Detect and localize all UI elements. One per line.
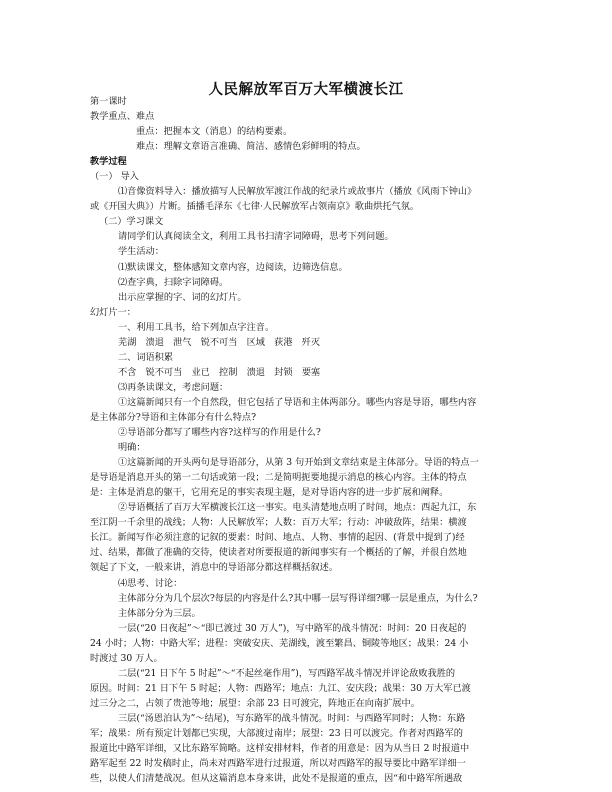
text-line: 原因。时间：21 日下午 5 时起；人物：西路军；地点：九江、安庆段；战果：30 万大军已渡	[90, 682, 471, 694]
text-line: 主体部分分为几个层次?每层的内容是什么?其中哪一层写得详细?哪一层是重点，为什么?	[118, 592, 478, 604]
text-line: ⑷思考、讨论：	[118, 577, 183, 589]
text-line: 是主体部分?导语和主体部分有什么特点?	[90, 411, 257, 423]
text-line: ⑴默读课文，整体感知文章内容，边阅读，边筛选信息。	[118, 261, 348, 273]
text-line: ②导语部分都写了哪些内容?这样写的作用是什么?	[118, 427, 321, 439]
text-line: 24 小时；人物：中路大军；进程：突破安庆、芜湖线，渡至繁昌、铜陵等地区；战果：24 小	[90, 637, 469, 649]
text-line: ⑵查字典，扫除字词障碍。	[118, 276, 229, 288]
text-line: 报道比中路军详细，又比东路军简略。这样安排材料，作者的用意是：因为从当日 2 时报道中	[90, 743, 470, 755]
text-line: 二、词语积累	[118, 351, 174, 363]
text-line: 过、结果，都做了准确的交待，使读者对所要报道的新闻事实有一个概括的了解，并很自然地	[90, 547, 467, 559]
text-line: 二层(“21 日下午 5 时起”～“不起丝毫作用”)，写西路军战斗情况并评论敌败我胜的	[118, 667, 456, 679]
text-line: 学生活动：	[118, 246, 164, 258]
text-line: 请同学们认真阅读全文，利用工具书扫清字词障碍，思考下列问题。	[118, 231, 394, 243]
text-line: 至江阴一千余里的战线；人物：人民解放军；人数：百万大军；行动：冲破敌阵，结果：横渡	[90, 517, 467, 529]
text-line: 出示应掌握的字、词的幻灯片。	[118, 291, 247, 303]
text-line: 是导语是消息开头的第一二句话或第一段；二是简明扼要地提示消息的核心内容。主体的特点	[90, 472, 467, 484]
text-line: 教学重点、难点	[90, 111, 155, 123]
text-line: 第一课时	[90, 96, 127, 107]
text-line: 路军起至 22 时发稿时止，尚未对西路军进行过报道，所以对西路军的报导要比中路军详细一	[90, 758, 466, 770]
text-line: 重点：把握本文（消息）的结构要素。	[136, 126, 293, 138]
text-line: 一层(“20 日夜起”～“即已渡过 30 万人”)，写中路军的战斗情况：时间：20 日夜起的	[118, 622, 467, 634]
text-line: （二）学习课文	[99, 216, 164, 228]
text-line: ①这篇新闻只有一个自然段，但它包括了导语和主体两部分。哪些内容是导语，哪些内容	[118, 396, 477, 408]
text-line: ②导语概括了百万大军横渡长江这一事实。电头清楚地点明了时间，地点：西起九江，东	[118, 502, 477, 514]
text-line: 长江。新闻写作必须注意的记叙的要素：时间、地点、人物、事情的起因、(背景中提到了)经	[90, 532, 465, 544]
text-line: ⑴音像资料导入：播放描写人民解放军渡江作战的纪录片或故事片（播放《风雨下钟山》	[118, 186, 477, 198]
text-line: 芜湖 溃退 泄气 锐不可当 区域 荻港 歼灭	[118, 336, 321, 348]
text-line: （一） 导入	[90, 171, 139, 183]
text-line: 主体部分分为三层。	[118, 607, 201, 619]
text-line: 领起了下文，一般来讲，消息中的导语部分都这样概括叙述。	[90, 562, 339, 574]
text-line: 军；战果：所有预定计划都已实现，大部渡过南岸；展望：23 日可以渡完。作者对西路军的	[90, 727, 463, 739]
text-line: 不含 锐不可当 业已 控制 溃退 封锁 要塞	[118, 366, 321, 378]
text-line: 一、利用工具书，给下列加点字注音。	[118, 321, 275, 333]
text-line: ①这篇新闻的开头两句是导语部分，从第 3 句开始到文章结束是主体部分。导语的特点一	[118, 457, 479, 469]
document-title: 人民解放军百万大军横渡长江	[208, 82, 404, 98]
text-line: ⑶再条读课文，考虑问题：	[118, 381, 229, 393]
text-line: 教学过程	[90, 156, 127, 168]
text-line: 或《开国大典》）片断。插播毛泽东《七律·人民解放军占领南京》歌曲烘托气氛。	[90, 201, 420, 213]
text-line: 时渡过 30 万人。	[90, 652, 163, 664]
text-line: 幻灯片一：	[90, 306, 136, 318]
text-line: 过三分之二，占领了贵池等地；展望：余部 23 日可渡完，阵地正在向南扩展中。	[90, 697, 420, 709]
document-body	[90, 94, 522, 786]
text-line: 是：主体是消息的躯干，它用充足的事实表现主题，是对导语内容的进一步扩展和阐释。	[90, 487, 449, 499]
text-line: 三层(“汤恩泊认为”～结尾)，写东路军的战斗情况。时间：与西路军同时；人物：东路	[118, 712, 466, 724]
text-line: 难点：理解文章语言准确、简洁、感情色彩鲜明的特点。	[136, 141, 366, 153]
text-line: 些，以使人们清楚战况。但从这篇消息本身来讲，此处不是报道的重点，因“和中路军所遇敌	[90, 773, 463, 785]
text-line: 明确：	[118, 442, 146, 454]
